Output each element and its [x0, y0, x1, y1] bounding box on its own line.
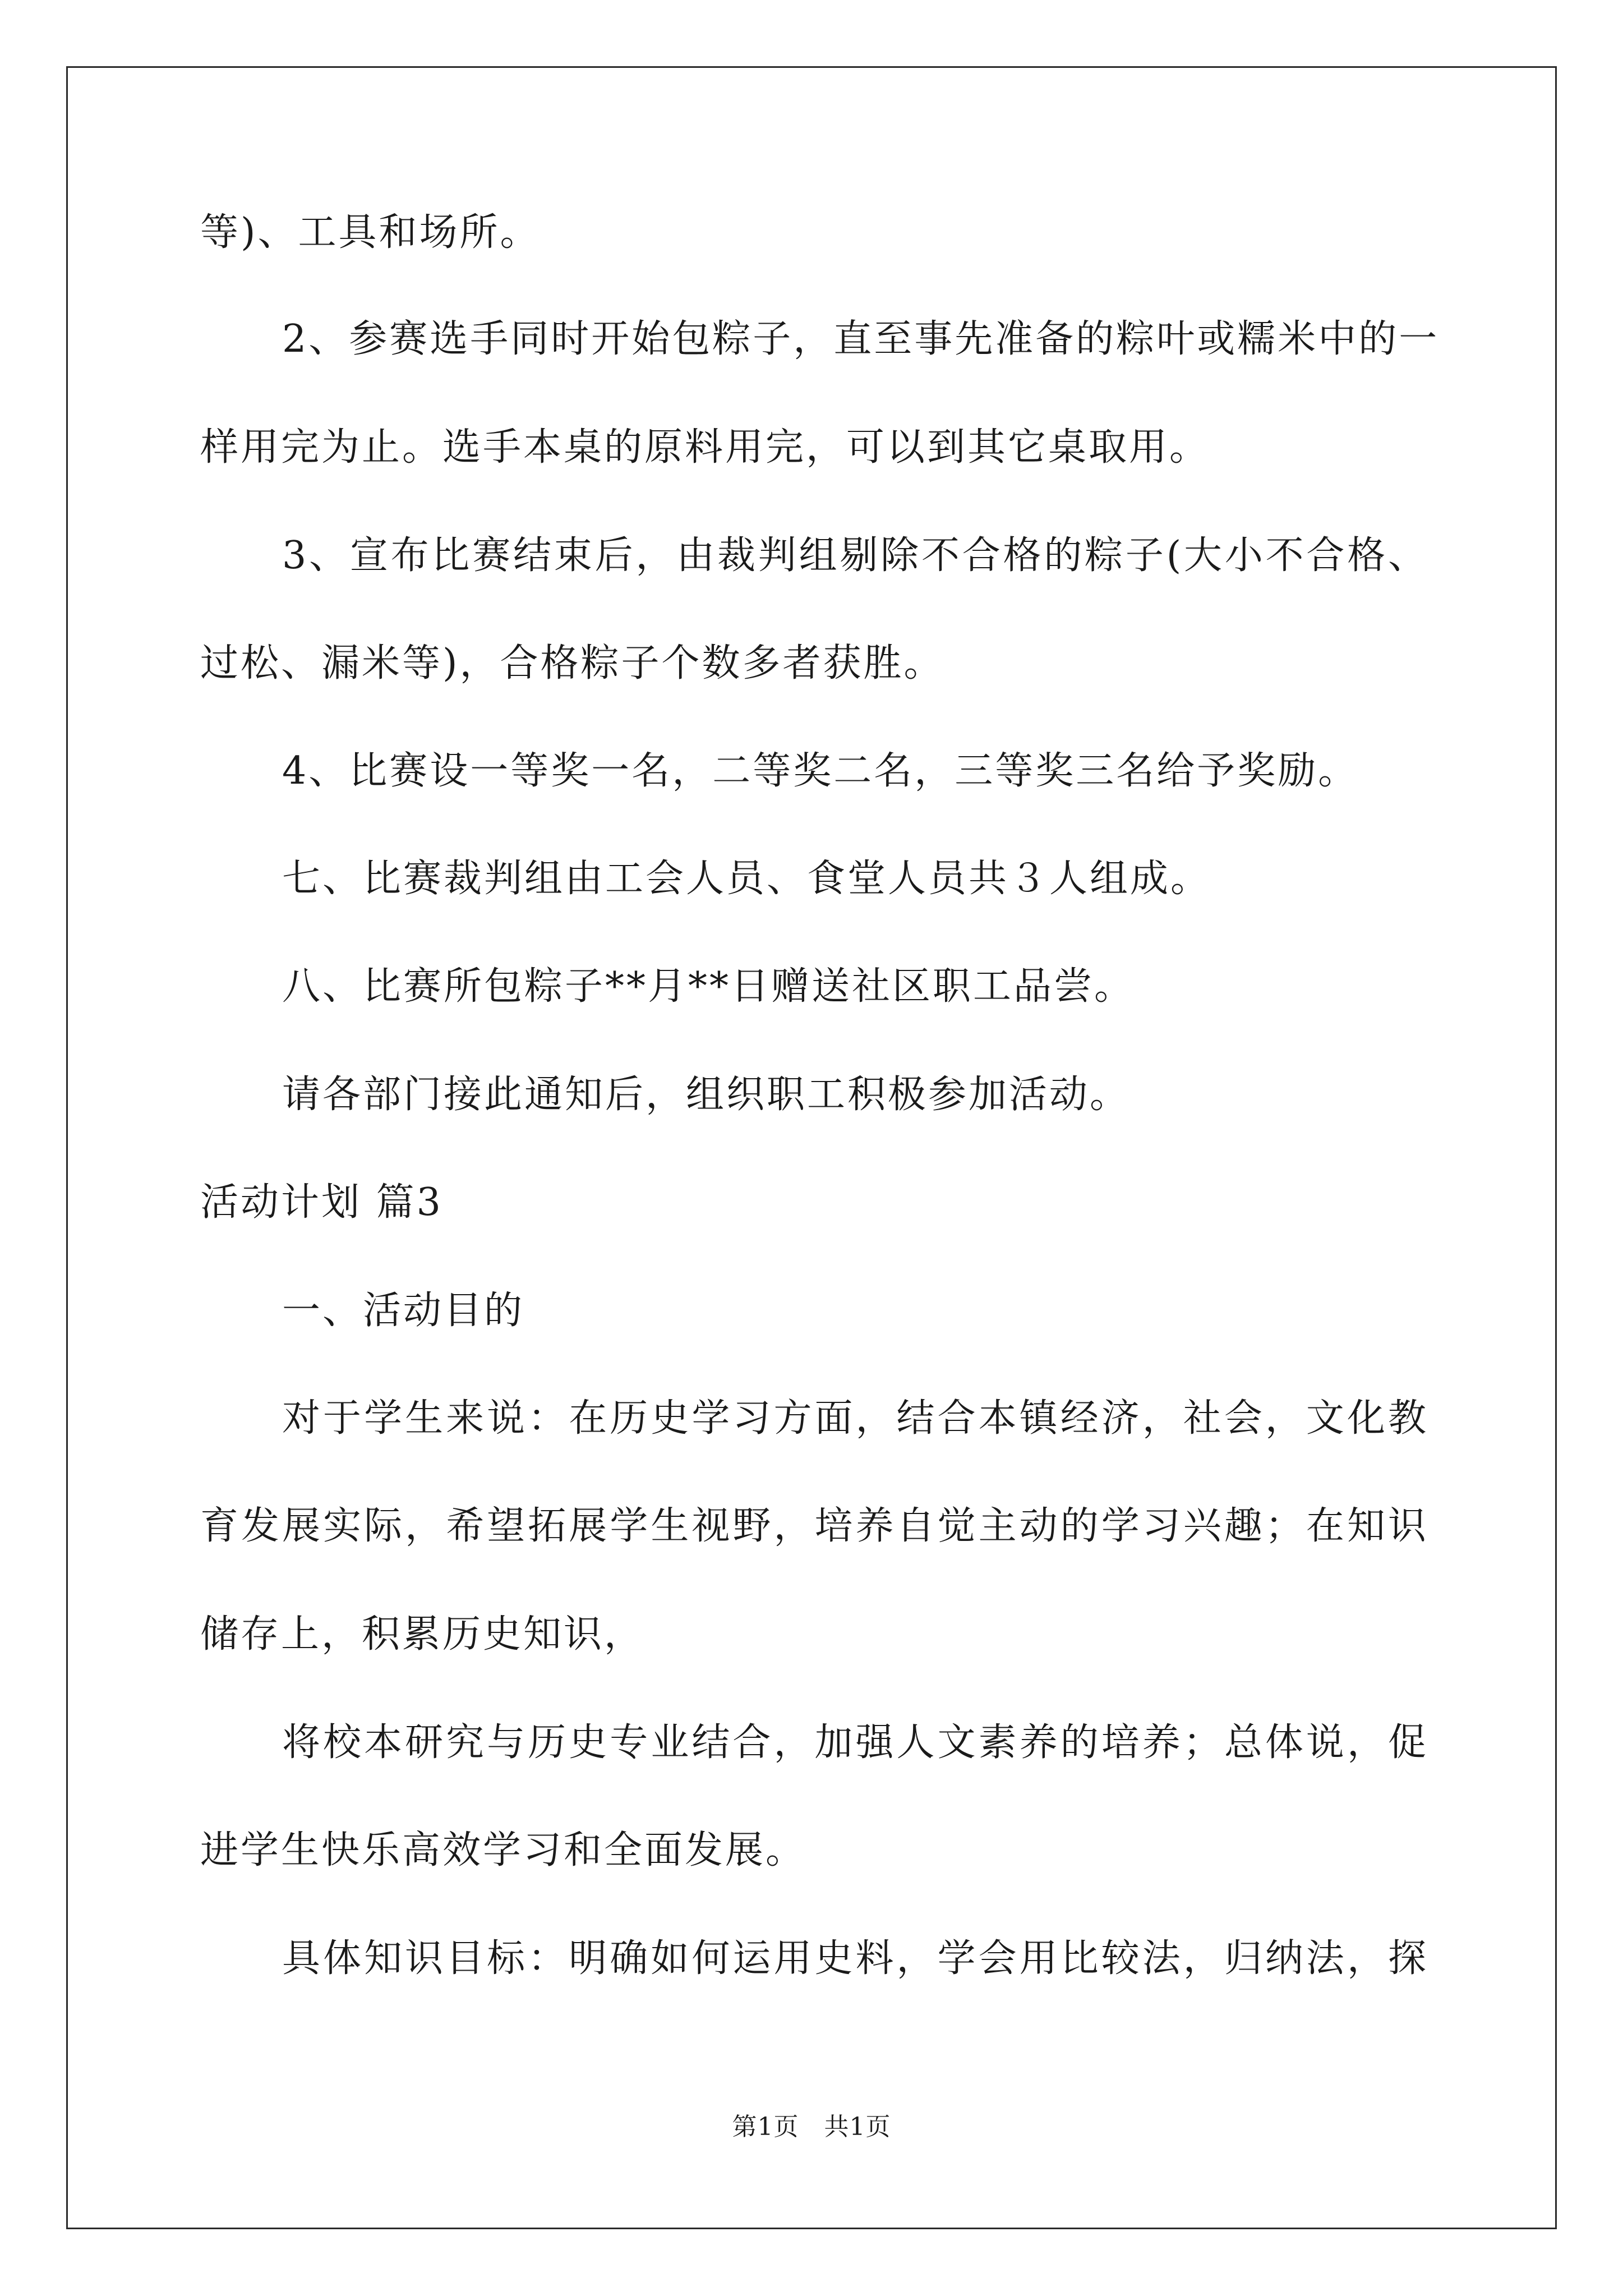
page-border: [66, 66, 1557, 2229]
paragraph-line: 4、比赛设一等奖一名，二等奖二名，三等奖三名给予奖励。: [282, 749, 1359, 793]
paragraph-line: 请各部门接此通知后，组织职工积极参加活动。: [282, 1073, 1131, 1117]
paragraph-line: 3、宣布比赛结束后，由裁判组剔除不合格的粽子(大小不合格、: [282, 533, 1428, 578]
paragraph-line: 八、比赛所包粽子**月**日赠送社区职工品尝。: [282, 964, 1135, 1009]
page-number: 第1页: [732, 2113, 799, 2141]
page-footer: [0, 2110, 1623, 2144]
paragraph-line: 育发展实际，希望拓展学生视野，培养自觉主动的学习兴趣；在知识: [200, 1504, 1428, 1548]
paragraph-line: 对于学生来说：在历史学习方面，结合本镇经济，社会，文化教: [282, 1396, 1428, 1441]
paragraph-line: 过松、漏米等)，合格粽子个数多者获胜。: [200, 641, 944, 685]
paragraph-line: 等)、工具和场所。: [200, 210, 541, 255]
paragraph-line: 样用完为止。选手本桌的原料用完，可以到其它桌取用。: [200, 425, 1210, 470]
page-total: 共1页: [824, 2113, 891, 2141]
paragraph-line: 2、参赛选手同时开始包粽子，直至事先准备的粽叶或糯米中的一: [282, 317, 1440, 361]
paragraph-line: 具体知识目标：明确如何运用史料，学会用比较法，归纳法，探: [282, 1936, 1428, 1981]
subsection-heading: 一、活动目的: [282, 1289, 525, 1333]
paragraph-line: 将校本研究与历史专业结合，加强人文素养的培养；总体说，促: [282, 1720, 1428, 1765]
paragraph-line: 七、比赛裁判组由工会人员、食堂人员共３人组成。: [282, 857, 1211, 901]
paragraph-line: 储存上，积累历史知识，: [200, 1612, 645, 1657]
paragraph-line: 进学生快乐高效学习和全面发展。: [200, 1828, 806, 1872]
section-heading: 活动计划 篇3: [200, 1180, 443, 1225]
